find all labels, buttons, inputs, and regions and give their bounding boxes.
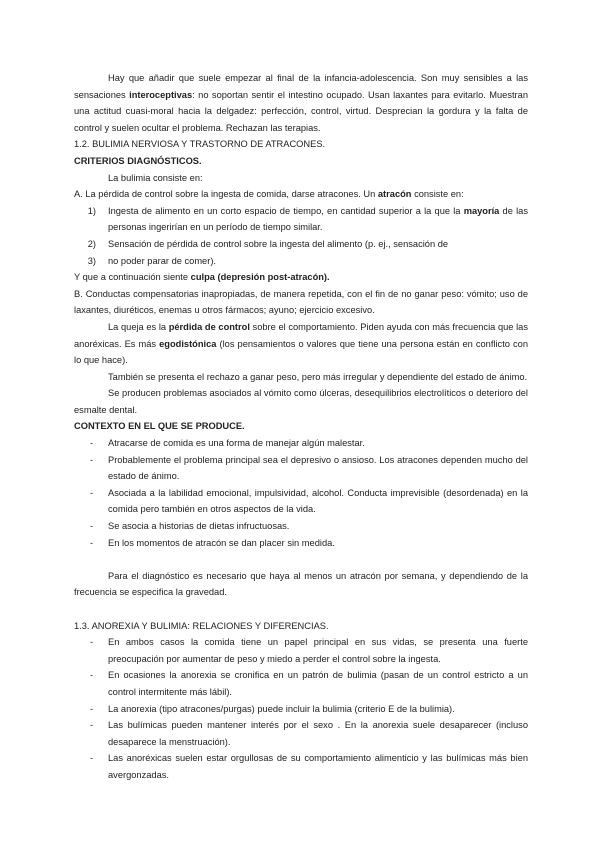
list-item-text: no poder parar de comer).	[108, 255, 217, 266]
bold-term: egodistónica	[159, 338, 217, 349]
text-run: (los pensamientos o valores que tiene una persona están en conflicto con lo que hace).	[74, 338, 528, 366]
section-heading-1-2: 1.2. BULIMIA NERVIOSA Y TRASTORNO DE ATRACONES.	[74, 139, 326, 150]
text-run: Ingesta de alimento en un corto espacio de tiempo, en cantidad superior a la que la	[108, 205, 464, 216]
bullet-text: Asociada a la labilidad emocional, impulsividad, alcohol. Conducta imprevisible (desordenada) en la comida pero también en otros aspectos de la vida.	[108, 487, 528, 515]
list-item-text: Sensación de pérdida de control sobre la ingesta del alimento (p. ej., sensación de	[108, 238, 449, 249]
bullet-dash: -	[90, 670, 94, 681]
spacer	[74, 551, 528, 568]
criteria-heading: CRITERIOS DIAGNÓSTICOS.	[74, 155, 202, 166]
list-number: 1)	[87, 205, 96, 216]
bullet-dash: -	[90, 753, 94, 764]
list-number: 2)	[87, 238, 96, 249]
bullet-text: Probablemente el problema principal sea el depresivo o ansioso. Los atracones dependen mucho del estado de ánimo.	[108, 454, 528, 482]
text-run: consiste en:	[411, 189, 464, 200]
bullet-dash: -	[90, 454, 94, 465]
section-heading-1-3: 1.3. ANOREXIA Y BULIMIA: RELACIONES Y DIFERENCIAS.	[74, 620, 329, 631]
bullet-dash: -	[90, 438, 94, 449]
text-run: sobre el comportamiento. Piden ayuda con más frecuencia que las anoréxicas. Es más	[74, 321, 528, 349]
document-page	[74, 70, 528, 784]
bullet-dash: -	[90, 521, 94, 532]
spacer	[74, 601, 528, 618]
bullet-item	[74, 452, 528, 485]
bullet-item	[74, 435, 528, 452]
text-run: Hay que añadir que suele empezar al final de la infancia-adolescencia. Son muy sensibles a las sensaciones	[74, 73, 528, 100]
bold-term: culpa (depresión post-atracón).	[190, 272, 330, 283]
bullet-dash: -	[90, 703, 94, 714]
bullet-text: En ocasiones la anorexia se cronifica en un patrón de bulimia (pasan de un control estricto a un control intermitente más lábil).	[108, 670, 528, 697]
context-heading: CONTEXTO EN EL QUE SE PRODUCE.	[74, 421, 245, 432]
bold-term: pérdida de control	[168, 321, 250, 332]
list-item	[74, 203, 528, 236]
diagnosis-paragraph: Para el diagnóstico es necesario que haya al menos un atracón por semana, y dependiendo de la frecuencia se especifica la gravedad.	[74, 570, 528, 598]
bulimia-consists: La bulimia consiste en:	[108, 172, 203, 183]
list-item-text	[108, 203, 528, 236]
bold-term: mayoría	[463, 205, 500, 216]
rejection-paragraph: También se presenta el rechazo a ganar peso, pero más irregular y dependiente del estado de ánimo.	[108, 371, 528, 382]
list-number: 3)	[87, 255, 96, 266]
problems-paragraph: Se producen problemas asociados al vómito como úlceras, desequilibrios electrolíticos o deterioro del esmalte dental.	[74, 388, 528, 415]
list-item	[74, 253, 528, 270]
bullet-text: Las anoréxicas suelen estar orgullosas de su comportamiento alimenticio y las bulímicas más bien avergonzadas.	[108, 753, 528, 780]
bold-term: interoceptivas	[129, 89, 193, 100]
text-run: de las personas ingerirían en un período de tiempo similar.	[108, 205, 528, 233]
bullet-text: En ambos casos la comida tiene un papel principal en sus vidas, se presenta una fuerte preocupación por aumentar de peso y miedo a perder el control sobre la ingesta.	[108, 637, 528, 664]
intro-paragraph	[74, 70, 528, 136]
bullet-text: En los momentos de atracón se dan placer sin medida.	[108, 537, 335, 548]
guilt-line	[74, 269, 528, 286]
bullet-dash: -	[90, 637, 94, 648]
bullet-text: Atracarse de comida es una forma de manejar algún malestar.	[108, 438, 365, 449]
bullet-text: La anorexia (tipo atracones/purgas) puede incluir la bulimia (criterio E de la bulimia).	[108, 703, 455, 714]
bullet-item	[74, 701, 528, 718]
bullet-item	[74, 717, 528, 750]
bold-term: atracón	[377, 189, 412, 200]
bullet-dash: -	[90, 720, 94, 731]
text-run: A. La pérdida de control sobre la ingesta de comida, darse atracones. Un	[74, 189, 378, 200]
bullet-item	[74, 667, 528, 700]
text-run: : no soportan sentir el intestino ocupado. Usan laxantes para evitarlo. Muestran una actitud cuasi-moral hacia la delgadez: perfección, control, virtud. Desprecian la gordura y la falta de control y suelen ocultar el problema. Rechazan las terapias.	[74, 89, 528, 133]
criterion-a	[74, 186, 528, 203]
bullet-item	[74, 485, 528, 518]
list-item	[74, 236, 528, 253]
text-run: La queja es la	[108, 321, 169, 332]
bullet-item	[74, 518, 528, 535]
bullet-item	[74, 535, 528, 552]
complaint-paragraph	[74, 319, 528, 369]
bullet-dash: -	[90, 487, 94, 498]
bullet-item	[74, 750, 528, 783]
bullet-item	[74, 634, 528, 667]
bullet-dash: -	[90, 537, 94, 548]
bullet-text: Las bulímicas pueden mantener interés por el sexo . En la anorexia suele desaparecer (incluso desaparece la menstruación).	[108, 720, 528, 747]
criterion-b: B. Conductas compensatorias inapropiadas, de manera repetida, con el fin de no ganar peso: vómito; uso de laxantes, diuréticos, enemas u otros fármacos; ayuno; ejercicio excesivo.	[74, 288, 528, 316]
text-run: Y que a continuación siente	[74, 272, 191, 283]
bullet-text: Se asocia a historias de dietas infructuosas.	[108, 521, 290, 532]
